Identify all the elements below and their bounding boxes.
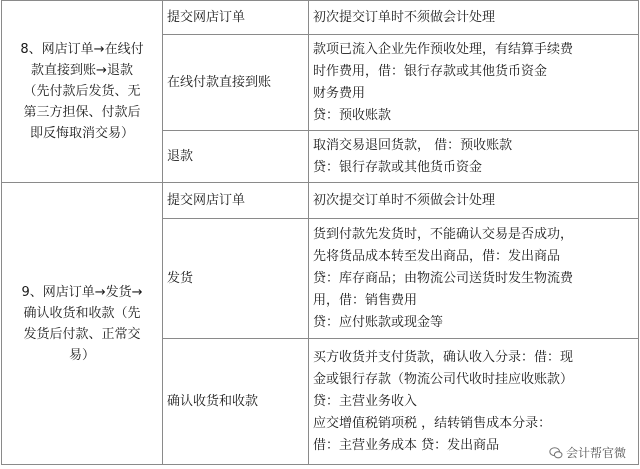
category-line: 易） [68, 347, 95, 363]
step-cell: 在线付款直接到账 [163, 35, 309, 131]
treatment-line: 应交增值税销项税 ，结转销售成本分录： [313, 415, 552, 431]
treatment-cell [309, 219, 639, 339]
step-cell: 提交网店订单 [163, 1, 309, 35]
treatment-line: 初次提交订单时不须做会计处理 [313, 192, 496, 208]
step-cell: 确认收货和收款 [163, 339, 309, 465]
category-line: 8、网店订单→在线付 [20, 42, 144, 57]
watermark [549, 444, 626, 461]
category-cell [2, 183, 163, 465]
treatment-cell [309, 183, 639, 219]
treatment-line: 贷：预收账款 [313, 107, 392, 123]
accounting-table [1, 0, 639, 465]
treatment-cell [309, 1, 639, 35]
category-line: （先付款后发货、无 [23, 84, 141, 99]
treatment-line: 初次提交订单时不须做会计处理 [313, 9, 496, 25]
step-cell: 发货 [163, 219, 309, 339]
treatment-line: 先将货品成本转至发出商品，借：发出商品 [313, 248, 561, 264]
category-line: 第三方担保、付款后 [23, 105, 141, 120]
treatment-line: 时作费用，借：银行存款或其他货币资金 [313, 63, 548, 79]
treatment-line: 取消交易退回货款， 借：预收账款 [313, 137, 513, 153]
treatment-line: 用，借：销售费用 [313, 292, 418, 308]
category-cell [2, 1, 163, 183]
treatment-line: 借：主营业务成本 贷：发出商品 [313, 437, 500, 453]
wechat-icon [549, 446, 563, 460]
treatment-cell [309, 35, 639, 131]
treatment-cell [309, 131, 639, 183]
table-row [2, 183, 639, 219]
category-line: 即反悔取消交易） [29, 126, 134, 141]
treatment-line: 贷：主营业务收入 [313, 393, 418, 409]
table-row [2, 1, 639, 35]
treatment-line: 货到付款先发货时，不能确认交易是否成功， [313, 226, 574, 242]
treatment-line: 财务费用 [313, 85, 366, 101]
treatment-line: 贷：库存商品；由物流公司送货时发生物流费 [313, 270, 574, 286]
treatment-line: 款项已流入企业先作预收处理，有结算手续费 [313, 41, 574, 57]
treatment-line: 贷：应付账款或现金等 [313, 314, 444, 330]
treatment-line: 金或银行存款（物流公司代收时挂应收账款） [313, 371, 574, 387]
step-cell: 退款 [163, 131, 309, 183]
category-line: 9、网店订单→发货→ [21, 284, 143, 300]
watermark-text: 会计帮官微 [565, 446, 626, 460]
step-cell: 提交网店订单 [163, 183, 309, 219]
category-line: 款直接到账→退款 [31, 63, 133, 78]
category-line: 发货后付款、正常交 [23, 326, 141, 342]
treatment-line: 买方收货并支付货款，确认收入分录：借：现 [313, 349, 574, 365]
treatment-line: 贷：银行存款或其他货币资金 [313, 159, 483, 175]
category-line: 确认收货和收款（先 [23, 305, 141, 321]
